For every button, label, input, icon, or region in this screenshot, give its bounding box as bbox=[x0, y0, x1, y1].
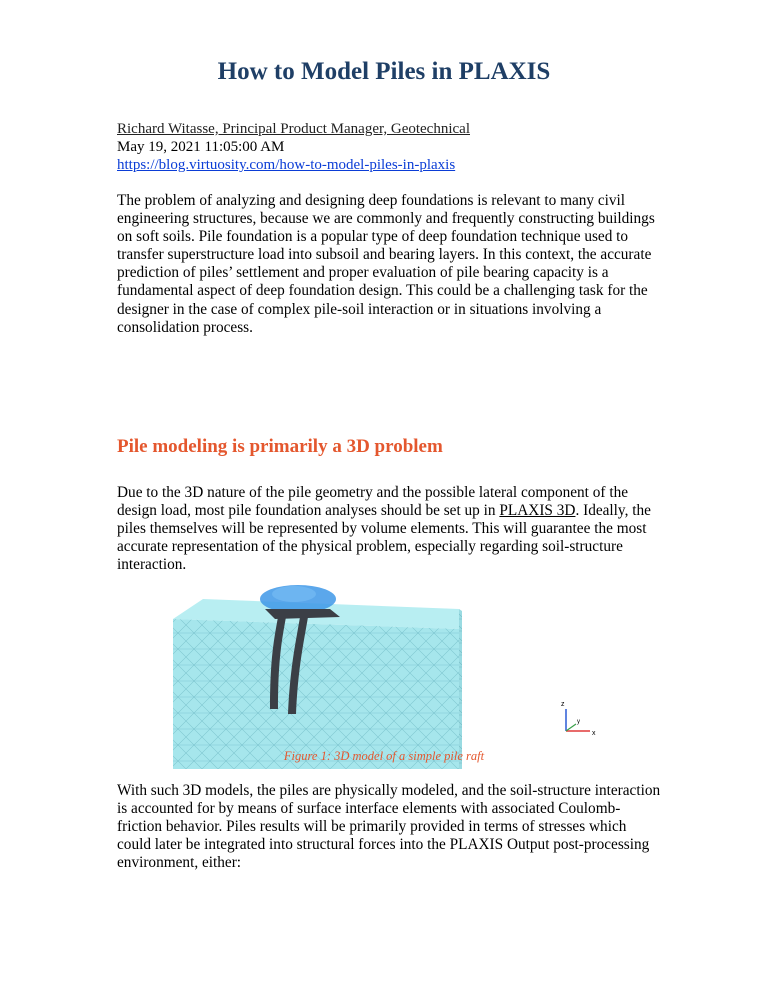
load-cluster-highlight bbox=[272, 586, 316, 602]
closing-paragraph: With such 3D models, the piles are physically modeled, and the soil-structure interaction is accounted for by means of surface interface elements with associated Coulomb-friction behavior. Piles results will be primarily provided in terms of stresses which could later be integrated into structural forces into the PLAXIS Output post-processing environment, either: bbox=[117, 782, 661, 872]
axis-z-label: z bbox=[561, 701, 565, 708]
plaxis-3d-link[interactable]: PLAXIS 3D bbox=[499, 502, 576, 520]
axis-triad bbox=[561, 701, 596, 737]
section-text-before: Due to the 3D nature of the pile geometry and the possible lateral component of the design load, most pile foundation analyses should be set up in bbox=[117, 484, 629, 520]
figure-caption: Figure 1: 3D model of a simple pile raft bbox=[283, 749, 485, 763]
axis-y-label: y bbox=[577, 719, 580, 725]
article-title: How to Model Piles in PLAXIS bbox=[217, 58, 551, 85]
soil-side-mesh bbox=[459, 609, 462, 769]
figure-pile-raft bbox=[170, 574, 602, 774]
author-line: Richard Witasse, Principal Product Manager, Geotechnical bbox=[117, 121, 470, 137]
publish-date: May 19, 2021 11:05:00 AM bbox=[117, 139, 285, 155]
pile-model-illustration bbox=[170, 574, 602, 774]
section-heading: Pile modeling is primarily a 3D problem bbox=[117, 436, 443, 457]
figure-content bbox=[173, 585, 596, 769]
article-meta bbox=[117, 120, 470, 174]
section-text-after: . Ideally, the piles themselves will be represented by volume elements. This will guarantee the most accurate representation of the physical problem, especially regarding soil-structure interaction. bbox=[117, 502, 651, 574]
section-paragraph bbox=[117, 484, 662, 574]
intro-paragraph: The problem of analyzing and designing deep foundations is relevant to many civil engineering structures, because we are commonly and frequently constructing buildings on soft soils. Pile foundation is a popular type of deep foundation technique used to transfer superstructure load into subsoil and bearing layers. In this context, the accurate prediction of piles’ settlement and proper evaluation of pile bearing capacity is a fundamental aspect of deep foundation design. This could be a challenging task for the designer in the case of complex pile-soil interaction or in situations involving a consolidation process. bbox=[117, 192, 655, 336]
axis-x-label: x bbox=[592, 730, 596, 737]
soil-front-mesh bbox=[173, 619, 459, 769]
article-url-link[interactable]: https://blog.virtuosity.com/how-to-model-piles-in-plaxis bbox=[117, 157, 456, 173]
